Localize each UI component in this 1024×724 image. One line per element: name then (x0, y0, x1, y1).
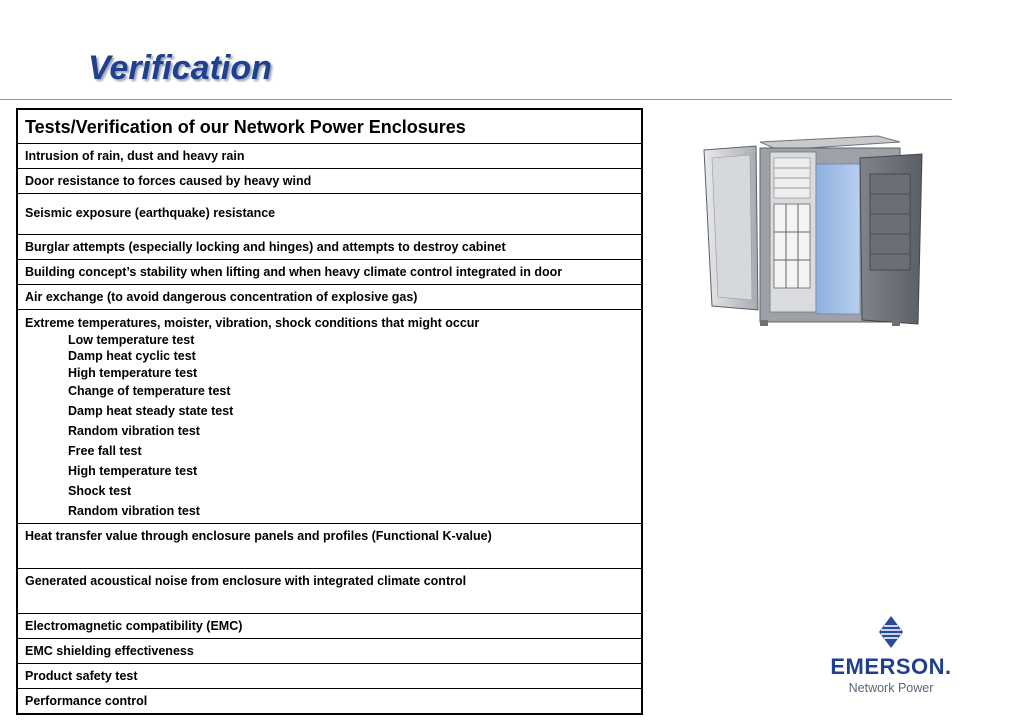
table-row: Building concept’s stability when lifting and when heavy climate control integrated in door (18, 259, 641, 284)
title-divider (0, 99, 952, 100)
test-item: Free fall test (68, 444, 142, 458)
test-item: Random vibration test (68, 424, 200, 438)
page-title: Verification (88, 49, 272, 87)
logo-name: EMERSON. (830, 654, 952, 679)
test-item: Damp heat cyclic test (68, 349, 196, 363)
test-item: High temperature test (68, 464, 198, 478)
extreme-conditions-heading: Extreme temperatures, moister, vibration, shock conditions that might occur (25, 316, 480, 330)
logo-subtitle: Network Power (848, 681, 934, 695)
test-item: Random vibration test (68, 504, 200, 518)
table-row: Heat transfer value through enclosure panels and profiles (Functional K-value) (18, 523, 641, 568)
test-item: Low temperature test (68, 332, 195, 347)
table-row: Generated acoustical noise from enclosure with integrated climate control (18, 568, 641, 613)
test-item: High temperature test (68, 365, 198, 380)
table-row: Product safety test (18, 663, 641, 688)
extreme-conditions-row (18, 309, 641, 523)
test-item: Change of temperature test (68, 384, 231, 398)
table-row: Intrusion of rain, dust and heavy rain (18, 143, 641, 168)
table-row: Air exchange (to avoid dangerous concentration of explosive gas) (18, 284, 641, 309)
verification-table (16, 108, 643, 715)
table-row: Performance control (18, 688, 641, 713)
test-item: Damp heat steady state test (68, 404, 234, 418)
table-row: Burglar attempts (especially locking and hinges) and attempts to destroy cabinet (18, 234, 641, 259)
enclosure-cabinet-image (700, 134, 930, 334)
table-row: Electromagnetic compatibility (EMC) (18, 613, 641, 638)
emerson-diamond-icon (878, 615, 904, 649)
emerson-logo (826, 615, 956, 696)
table-row: Seismic exposure (earthquake) resistance (18, 193, 641, 234)
table-header: Tests/Verification of our Network Power Enclosures (25, 117, 466, 137)
test-item: Shock test (68, 484, 132, 498)
table-row: Door resistance to forces caused by heavy wind (18, 168, 641, 193)
table-row: EMC shielding effectiveness (18, 638, 641, 663)
